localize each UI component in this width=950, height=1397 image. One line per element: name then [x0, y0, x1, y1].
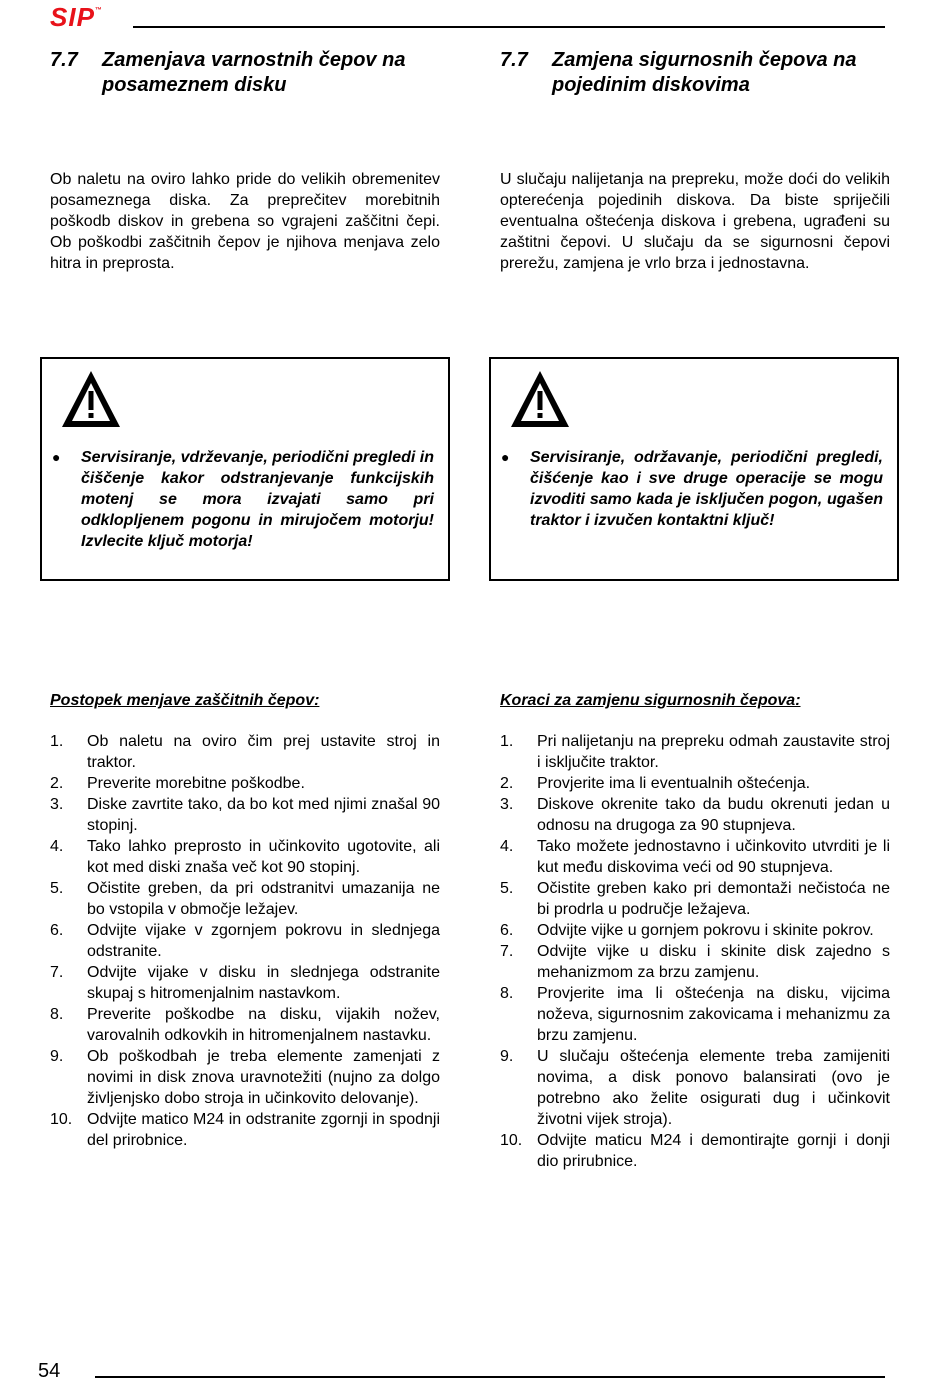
bullet-icon: ● [52, 449, 61, 465]
step-text: Odvijte vijke u gornjem pokrovu i skinite pokrov. [537, 922, 874, 939]
logo-text: SIP [50, 2, 95, 32]
step-text: Odvijte vijake v zgornjem pokrovu in slednjega odstranite. [87, 922, 440, 960]
list-item [50, 920, 440, 962]
step-text: Pri nalijetanju na prepreku odmah zaustavite stroj i isključite traktor. [537, 733, 890, 771]
warning-text: Servisiranje, vdrževanje, periodični pregledi in čiščenje kakor odstranjevanje funkcijskih motenj se mora izvajati samo pri odklopljenem pogonu in mirujočem motorju! Izvlecite ključ motorja! [81, 449, 435, 550]
step-number: 3. [500, 796, 514, 813]
step-number: 4. [500, 838, 514, 855]
step-number: 10. [50, 1111, 73, 1128]
step-text: Odvijte matico M24 in odstranite zgornji in spodnji del prirobnice. [87, 1111, 440, 1149]
procedure-steps-left [50, 731, 440, 1151]
warning-box-left [40, 357, 450, 581]
list-item [50, 878, 440, 920]
list-item [50, 773, 440, 794]
step-text: Tako lahko preprosto in učinkovito ugotovite, ali kot med diski znaša več kot 90 stopinj. [87, 838, 440, 876]
step-text: Odvijte vijake v disku in slednjega odstranite skupaj s hitromenjalnim nastavkom. [87, 964, 440, 1002]
intro-paragraph-right: U slučaju nalijetanja na prepreku, može doći do velikih opterećenja pojedinih diskova. Da biste spriječili eventualna oštećenja diskova i grebena, ugrađeni su zaštitni čepovi. U slučaju da se sigurnosni čepovi prerežu, zamjena je vrlo brza i jednostavna. [500, 171, 890, 272]
step-number: 6. [500, 922, 514, 939]
step-number: 7. [500, 943, 514, 960]
list-item [50, 836, 440, 878]
procedure-heading-left: Postopek menjave zaščitnih čepov: [50, 692, 320, 709]
section-title: Zamenjava varnostnih čepov na posameznem disku [102, 49, 406, 96]
step-number: 4. [50, 838, 64, 855]
step-text: Diskove okrenite tako da budu okrenuti jedan u odnosu na drugoga za 90 stupnjeva. [537, 796, 890, 834]
list-item [500, 773, 890, 794]
step-number: 10. [500, 1132, 523, 1149]
sip-logo [50, 2, 103, 33]
procedure-steps-right [500, 731, 890, 1172]
step-number: 9. [50, 1048, 64, 1065]
step-text: U slučaju oštećenja elemente treba zamijeniti novima, a disk ponovo balansirati (ovo je potrebno ako želite osigurati dug i učinkovit životni vijek stroja). [537, 1048, 890, 1128]
section-number: 7.7 [500, 49, 528, 71]
list-item [500, 941, 890, 983]
section-heading-right [500, 48, 900, 98]
step-number: 8. [500, 985, 514, 1002]
step-number: 2. [500, 775, 514, 792]
step-text: Odvijte maticu M24 i demontirajte gornji i donji dio prirubnice. [537, 1132, 890, 1170]
list-item [500, 878, 890, 920]
list-item [500, 731, 890, 773]
section-number: 7.7 [50, 49, 78, 71]
warning-triangle-icon [59, 368, 123, 430]
step-number: 7. [50, 964, 64, 981]
step-number: 3. [50, 796, 64, 813]
section-title: Zamjena sigurnosnih čepova na pojedinim diskovima [552, 49, 857, 96]
step-text: Preverite morebitne poškodbe. [87, 775, 305, 792]
step-number: 1. [50, 733, 64, 750]
warning-item [52, 447, 434, 552]
step-text: Ob poškodbah je treba elemente zamenjati z novimi in disk znova uravnotežiti (nujno za dolgo življenjsko dobo stroja in učinkovito delovanje). [87, 1048, 440, 1107]
header-rule [133, 26, 885, 28]
footer-rule [95, 1376, 885, 1378]
warning-triangle-icon [508, 368, 572, 430]
warning-box-right [489, 357, 899, 581]
list-item [50, 1109, 440, 1151]
list-item [500, 920, 890, 941]
procedure-heading-right: Koraci za zamjenu sigurnosnih čepova: [500, 692, 801, 709]
list-item [50, 1046, 440, 1109]
step-number: 5. [50, 880, 64, 897]
step-number: 5. [500, 880, 514, 897]
bullet-icon: ● [501, 449, 510, 465]
warning-item [501, 447, 883, 531]
list-item [500, 1130, 890, 1172]
list-item [50, 1004, 440, 1046]
step-text: Očistite greben, da pri odstranitvi umazanija ne bo vstopila v območje ležajev. [87, 880, 440, 918]
logo-trademark: ™ [94, 7, 103, 15]
step-number: 9. [500, 1048, 514, 1065]
step-text: Ob naletu na oviro čim prej ustavite stroj in traktor. [87, 733, 440, 771]
list-item [500, 1046, 890, 1130]
intro-paragraph-left: Ob naletu na oviro lahko pride do velikih obremenitev posameznega diska. Za preprečitev morebitnih poškodb diskov in grebena so vgrajeni zaščitni čepi. Ob poškodbi zaščitnih čepov je njihova menjava zelo hitra in preprosta. [50, 171, 440, 272]
step-text: Diske zavrtite tako, da bo kot med njimi znašal 90 stopinj. [87, 796, 440, 834]
step-text: Odvijte vijke u disku i skinite disk zajedno s mehanizmom za brzu zamjenu. [537, 943, 890, 981]
list-item [500, 836, 890, 878]
list-item [500, 794, 890, 836]
step-number: 8. [50, 1006, 64, 1023]
step-text: Očistite greben kako pri demontaži nečistoća ne bi prodrla u područje ležajeva. [537, 880, 890, 918]
list-item [50, 794, 440, 836]
step-number: 6. [50, 922, 64, 939]
step-text: Provjerite ima li oštećenja na disku, vijcima noževa, sigurnosnim zakovicama i mehanizmu za brzu zamjenu. [537, 985, 890, 1044]
section-heading-left [50, 48, 450, 98]
list-item [50, 731, 440, 773]
step-number: 1. [500, 733, 514, 750]
step-number: 2. [50, 775, 64, 792]
list-item [500, 983, 890, 1046]
list-item [50, 962, 440, 1004]
step-text: Preverite poškodbe na disku, vijakih nožev, varovalnih odkovkih in hitromenjalnem nastavku. [87, 1006, 440, 1044]
step-text: Provjerite ima li eventualnih oštećenja. [537, 775, 811, 792]
step-text: Tako možete jednostavno i učinkovito utvrditi je li kut među diskovima veći od 90 stupnjeva. [537, 838, 890, 876]
page-number: 54 [38, 1360, 61, 1382]
warning-text: Servisiranje, održavanje, periodični pregledi, čišćenje kao i sve druge operacije se mogu izvoditi samo kada je isključen pogon, ugašen traktor i izvučen kontaktni ključ! [530, 449, 883, 529]
